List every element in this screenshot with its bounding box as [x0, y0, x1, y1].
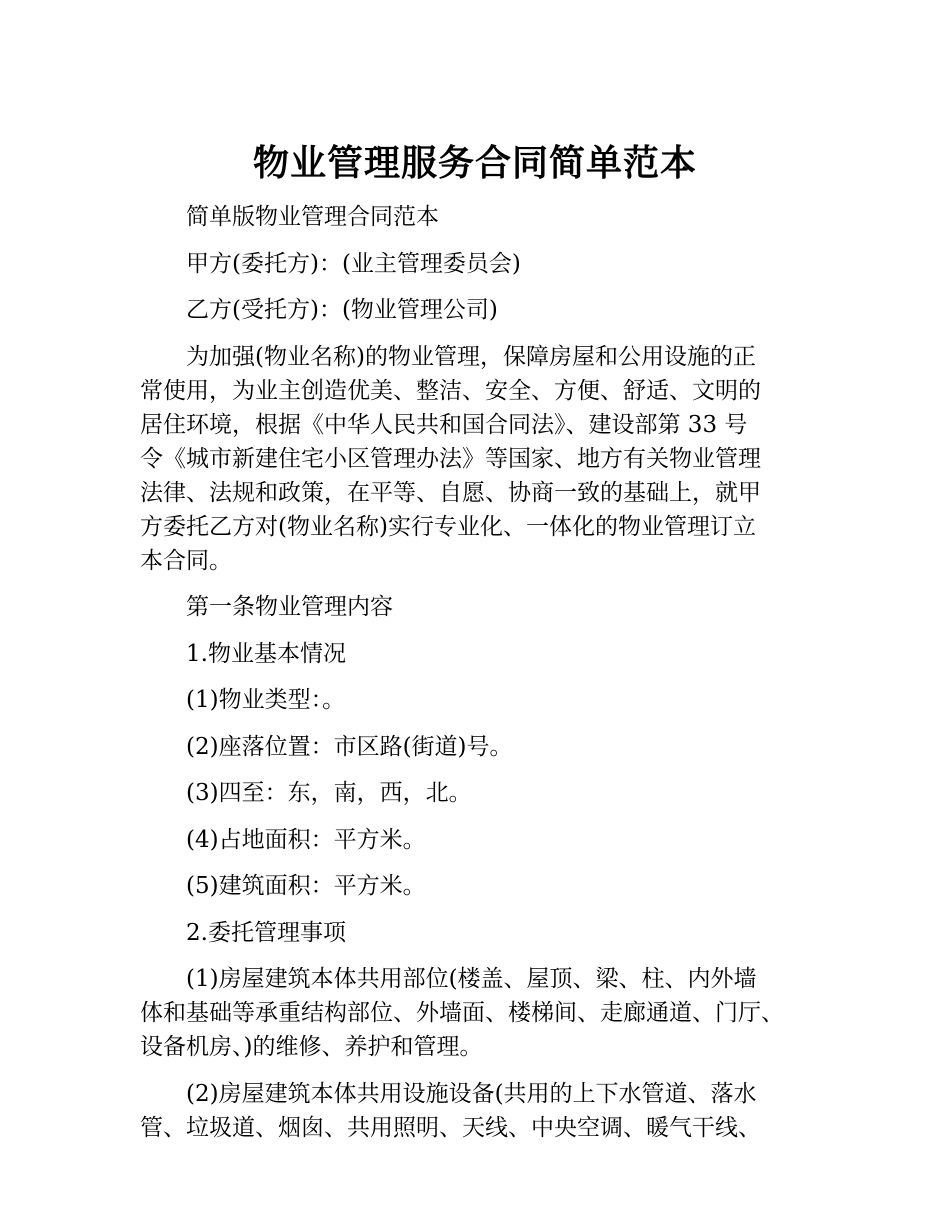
document-title: 物业管理服务合同简单范本	[252, 143, 697, 185]
property-item: (4)占地面积：平方米。	[186, 826, 426, 853]
item-line: (2)房屋建筑本体共用设施设备(共用的上下水管道、落水	[186, 1080, 757, 1107]
article-1-heading: 第一条物业管理内容	[186, 594, 393, 620]
property-item: (5)建筑面积：平方米。	[186, 873, 426, 899]
intro-line: 本合同。	[140, 547, 232, 574]
intro-paragraph	[140, 340, 830, 578]
property-item: (1)物业类型：。	[186, 687, 346, 713]
intro-line: 居住环境，根据《中华人民共和国合同法》、建设部第 33 号	[140, 411, 748, 438]
intro-line: 常使用，为业主创造优美、整洁、安全、方便、舒适、文明的	[140, 377, 761, 404]
property-item: (3)四至：东，南，西，北。	[186, 780, 472, 806]
party-a: 甲方(委托方)：(业主管理委员会)	[186, 250, 521, 277]
intro-line: 方委托乙方对(物业名称)实行专业化、一体化的物业管理订立	[140, 513, 756, 540]
intro-line: 令《城市新建住宅小区管理办法》等国家、地方有关物业管理	[140, 445, 761, 472]
item-line: 管、垃圾道、烟囱、共用照明、天线、中央空调、暖气干线、	[140, 1114, 761, 1141]
item-line: 设备机房、)的维修、养护和管理。	[140, 1034, 483, 1060]
item-line: (1)房屋建筑本体共用部位(楼盖、屋顶、梁、柱、内外墙	[186, 966, 757, 992]
intro-line: 法律、法规和政策，在平等、自愿、协商一致的基础上，就甲	[140, 479, 761, 506]
party-b: 乙方(受托方)：(物业管理公司)	[186, 297, 498, 323]
section-1-heading: 1.物业基本情况	[186, 640, 346, 667]
item-2-1-paragraph	[140, 962, 830, 1064]
subtitle: 简单版物业管理合同范本	[186, 204, 439, 230]
property-item: (2)座落位置：市区路(街道)号。	[186, 733, 513, 760]
item-line: 体和基础等承重结构部位、外墙面、楼梯间、走廊通道、门厅、	[140, 1000, 784, 1026]
item-2-2-paragraph	[140, 1077, 830, 1145]
section-2-heading: 2.委托管理事项	[186, 919, 346, 946]
intro-line: 为加强(物业名称)的物业管理，保障房屋和公用设施的正	[186, 343, 756, 370]
document-body	[140, 200, 830, 1157]
